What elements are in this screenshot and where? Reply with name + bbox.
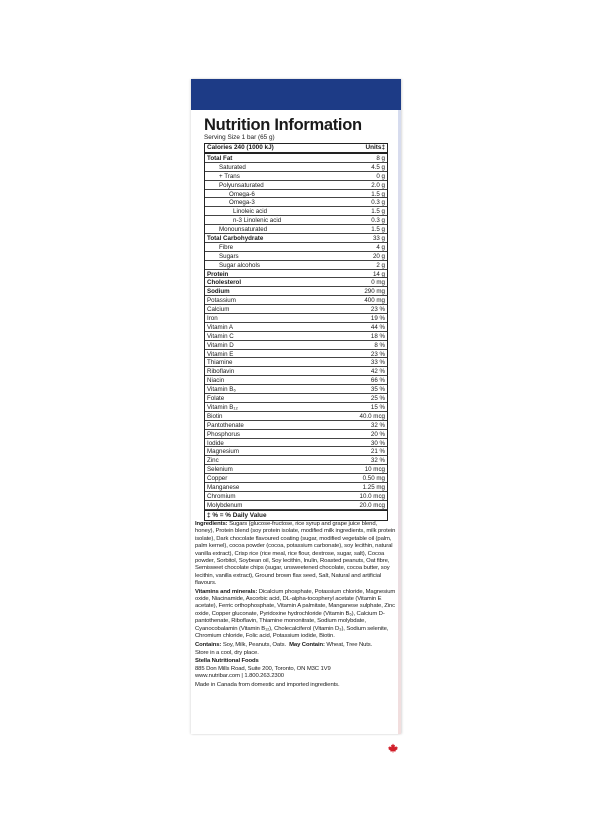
vitamins-paragraph <box>195 589 397 641</box>
panel-edge <box>398 110 401 734</box>
nutrient-row <box>205 394 387 403</box>
nutrient-row <box>205 181 387 190</box>
nutrient-label: Manganese <box>207 483 240 491</box>
nutrition-title: Nutrition Information <box>204 116 362 134</box>
nutrient-label: Calcium <box>207 306 230 314</box>
nutrient-label: Folate <box>207 395 225 403</box>
nutrient-label: Vitamin D <box>207 341 234 349</box>
company-name: Stella Nutritional Foods <box>195 658 259 665</box>
nutrient-label: Phosphorus <box>207 430 241 438</box>
nutrient-row <box>205 270 387 279</box>
daily-value-footnote: ‡ % = % Daily Value <box>205 510 387 520</box>
nutrient-label: Pantothenate <box>207 421 244 429</box>
nutrient-label: Saturated <box>219 163 246 171</box>
contains-text: Soy, Milk, Peanuts, Oats. <box>222 641 287 648</box>
nutrient-row <box>205 216 387 225</box>
nutrient-value: 40.0 mcg <box>359 412 385 420</box>
nutrient-label: Biotin <box>207 412 223 420</box>
nutrient-label: Sodium <box>207 288 230 296</box>
calories-label: Calories 240 (1000 kJ) <box>207 144 274 151</box>
nutrient-value: 0.50 mg <box>362 475 385 483</box>
nutrient-row <box>205 492 387 501</box>
nutrient-row <box>205 358 387 367</box>
nutrient-value: 4.5 g <box>371 163 385 171</box>
nutrient-row <box>205 190 387 199</box>
nutrient-row <box>205 323 387 332</box>
nutrient-row <box>205 198 387 207</box>
nutrient-label: Polyunsaturated <box>219 181 264 189</box>
nutrient-row <box>205 456 387 465</box>
nutrient-value: 0 g <box>376 172 385 180</box>
nutrient-value: 2 g <box>376 261 385 269</box>
nutrient-row <box>205 252 387 261</box>
nutrient-value: 0.3 g <box>371 199 385 207</box>
maple-leaf-icon <box>388 743 398 753</box>
nutrient-value: 44 % <box>370 323 385 331</box>
nutrient-row <box>205 314 387 323</box>
nutrient-value: 20.0 mcg <box>359 501 385 509</box>
ingredients-paragraph <box>195 521 397 588</box>
company-contact: www.nutribar.com | 1.800.263.2300 <box>195 673 284 680</box>
nutrient-label: + Trans <box>219 172 240 180</box>
nutrient-value: 15 % <box>370 403 385 411</box>
nutrient-row <box>205 278 387 287</box>
nutrient-row <box>205 341 387 350</box>
nutrient-value: 2.0 g <box>371 181 385 189</box>
may-contain-label: May Contain: <box>289 641 325 648</box>
nutrient-label: Copper <box>207 475 228 483</box>
nutrient-label: Vitamin A <box>207 323 234 331</box>
nutrient-value: 20 g <box>372 252 385 260</box>
nutrient-label: Total Carbohydrate <box>207 235 264 243</box>
vitamins-label: Vitamins and minerals: <box>195 588 258 595</box>
nutrient-value: 8 % <box>374 341 385 349</box>
nutrient-value: 0 mg <box>371 279 385 287</box>
nutrient-label: n-3 Linolenic acid <box>233 217 282 225</box>
nutrient-label: Omega-6 <box>229 190 255 198</box>
nutrient-value: 33 g <box>372 235 385 243</box>
nutrient-row <box>205 465 387 474</box>
nutrient-value: 290 mg <box>364 288 385 296</box>
nutrient-label: Protein <box>207 270 229 278</box>
table-header <box>205 144 387 154</box>
nutrient-row <box>205 350 387 359</box>
nutrient-value: 1.25 mg <box>362 483 385 491</box>
nutrient-value: 10.0 mcg <box>359 492 385 500</box>
nutrient-row <box>205 243 387 252</box>
nutrient-value: 35 % <box>370 386 385 394</box>
nutrient-value: 18 % <box>370 332 385 340</box>
nutrient-row <box>205 163 387 172</box>
ingredients-block <box>195 521 397 690</box>
nutrient-label: Zinc <box>207 457 219 465</box>
nutrient-value: 0.3 g <box>371 217 385 225</box>
nutrient-value: 14 g <box>372 270 385 278</box>
nutrient-row <box>205 296 387 305</box>
nutrient-row <box>205 474 387 483</box>
nutrient-label: Chromium <box>207 492 236 500</box>
nutrient-label: Riboflavin <box>207 368 235 376</box>
nutrient-row <box>205 154 387 163</box>
nutrient-value: 20 % <box>370 430 385 438</box>
nutrient-label: Vitamin C <box>207 332 234 340</box>
nutrient-value: 19 % <box>370 315 385 323</box>
nutrient-row <box>205 172 387 181</box>
nutrient-row <box>205 234 387 243</box>
nutrient-value: 32 % <box>370 457 385 465</box>
nutrient-row <box>205 421 387 430</box>
nutrient-value: 8 g <box>376 155 385 162</box>
nutrient-value: 25 % <box>370 395 385 403</box>
nutrient-label: Fibre <box>219 243 234 251</box>
nutrient-row <box>205 439 387 448</box>
contains-label: Contains: <box>195 641 222 648</box>
nutrient-row <box>205 447 387 456</box>
nutrient-label: Thiamine <box>207 359 233 367</box>
nutrient-label: Monounsaturated <box>219 226 268 234</box>
nutrient-row <box>205 430 387 439</box>
storage-text: Store in a cool, dry place. <box>195 649 259 656</box>
nutrient-value: 23 % <box>370 350 385 358</box>
nutrient-label: Linoleic acid <box>233 208 268 216</box>
allergen-paragraph <box>195 642 397 649</box>
nutrient-row <box>205 501 387 510</box>
nutrient-row <box>205 305 387 314</box>
package-panel <box>191 79 401 734</box>
nutrient-row <box>205 207 387 216</box>
nutrient-label: Magnesium <box>207 448 239 456</box>
nutrient-value: 23 % <box>370 306 385 314</box>
nutrient-value: 21 % <box>370 448 385 456</box>
nutrient-value: 4 g <box>376 243 385 251</box>
nutrition-facts <box>204 117 388 521</box>
nutrient-label: Sugar alcohols <box>219 261 260 269</box>
nutrient-label: Selenium <box>207 466 233 474</box>
may-contain-text: Wheat, Tree Nuts. <box>326 641 373 648</box>
nutrient-value: 10 mcg <box>364 466 385 474</box>
nutrient-value: 32 % <box>370 421 385 429</box>
nutrient-row <box>205 376 387 385</box>
nutrient-label: Iron <box>207 315 218 323</box>
nutrient-value: 400 mg <box>364 297 385 305</box>
nutrient-row <box>205 483 387 492</box>
nutrient-value: 33 % <box>370 359 385 367</box>
nutrient-row <box>205 385 387 394</box>
nutrient-label: Niacin <box>207 377 225 385</box>
nutrient-row <box>205 225 387 234</box>
company-address: 885 Don Mills Road, Suite 200, Toronto, ON M3C 1V9 <box>195 665 331 672</box>
nutrient-label: Vitamin B₆ <box>207 386 236 394</box>
nutrient-label: Vitamin B₁₂ <box>207 403 238 411</box>
nutrient-rows <box>205 154 387 510</box>
nutrient-label: Iodide <box>207 439 224 447</box>
nutrient-label: Total Fat <box>207 155 233 162</box>
nutrient-value: 1.5 g <box>371 190 385 198</box>
nutrient-row <box>205 403 387 412</box>
nutrient-label: Molybdenum <box>207 501 243 509</box>
nutrient-label: Cholesterol <box>207 279 242 287</box>
vitamins-text: Dicalcium phosphate, Potassium chloride, Magnesium oxide, Niacinamide, Ascorbic acid, DL-alpha-tocopheryl acetate (Vitamin E acetate), Ferric orthophosphate, Vitamin A palmitate, Manganese sulphate, Zinc oxide, Copper gluconate, Pyridoxine hydrochloride (Vitamin B₆), Calcium D-pantothenate, Riboflavin, Thiamine mononitrate, Sodium molybdate, Cyanocobalamin (Vitamin B₁₂), Cholecalciferol (Vitamin D₃), Sodium selenite, Chromium chloride, Folic acid, Potassium iodide, Biotin. <box>195 588 396 640</box>
nutrient-value: 66 % <box>370 377 385 385</box>
nutrient-row <box>205 261 387 270</box>
nutrient-label: Omega-3 <box>229 199 255 207</box>
ingredients-text: Sugars (glucose-fructose, rice syrup and grape juice blend, honey), Protein blend (soy protein isolate, modified milk ingredients, milk protein isolate), Dark chocolate flavoured coating (sugar, modified vegetable oil (palm, palm kernel), cocoa powder (cocoa, potassium carbonate), soy lecithin, natural vanilla extract), Crisp rice (rice meal, rice flour, dextrose, sugar, salt), Cocoa powder, Sorbitol, Soybean oil, Soy lecithin, Inulin, Roasted peanuts, Oat fibre, Semisweet chocolate chips (sugar, unsweetened chocolate, cocoa butter, soy lecithin, vanilla extract), Ground brown flax seed, Salt, Natural and artificial flavours. <box>195 521 396 587</box>
top-color-band <box>191 79 401 110</box>
nutrient-row <box>205 332 387 341</box>
made-in-text: Made in Canada from domestic and imported ingredients. <box>195 681 340 688</box>
nutrient-label: Vitamin E <box>207 350 234 358</box>
nutrient-value: 1.5 g <box>371 208 385 216</box>
serving-size: Serving Size 1 bar (65 g) <box>204 134 275 141</box>
nutrient-value: 30 % <box>370 439 385 447</box>
nutrient-row <box>205 367 387 376</box>
nutrient-row <box>205 412 387 421</box>
ingredients-label: Ingredients: <box>195 521 228 527</box>
units-label: Units‡ <box>365 144 385 151</box>
nutrient-label: Potassium <box>207 297 236 305</box>
nutrient-row <box>205 287 387 296</box>
nutrient-label: Sugars <box>219 252 239 260</box>
nutrition-table <box>204 143 388 521</box>
nutrient-value: 1.5 g <box>371 226 385 234</box>
nutrient-value: 42 % <box>370 368 385 376</box>
